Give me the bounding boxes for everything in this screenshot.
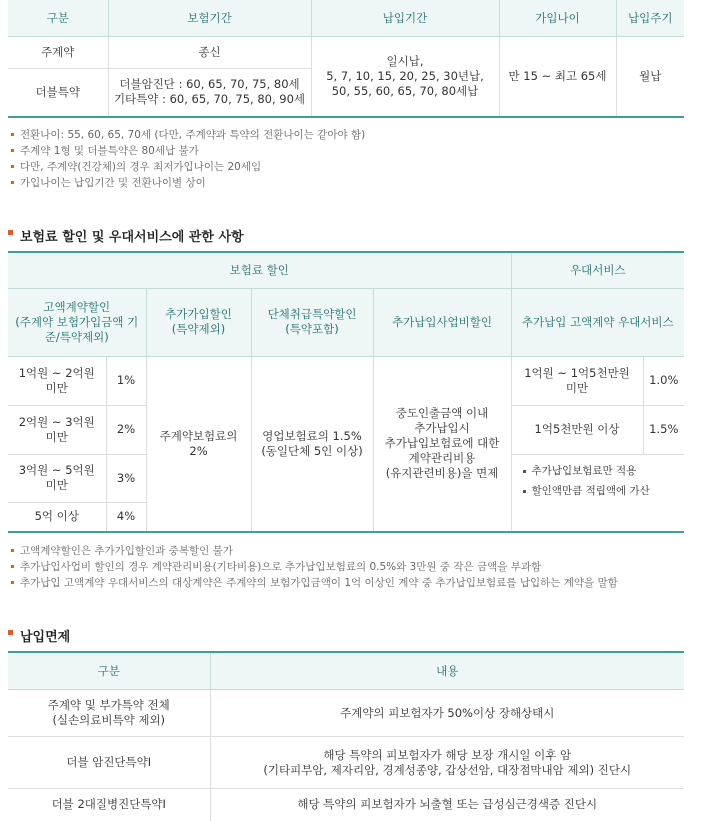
waiver-category: 더블 암진단특약Ⅰ <box>8 737 210 789</box>
service-tier-range: 1억원 ~ 1억5천만원 미만 <box>511 356 643 405</box>
note-item: 주계약 1형 및 더블특약은 80세납 불가 <box>8 143 698 159</box>
rider-period-cell <box>108 69 311 117</box>
header-fee-discount: 추가납입사업비할인 <box>373 288 511 356</box>
rider-label: 더블특약 <box>8 69 108 117</box>
header-category: 구분 <box>8 652 210 690</box>
note-item: 고액계약할인은 추가가입할인과 중복할인 불가 <box>8 543 698 559</box>
group-header-discount: 보험료 할인 <box>8 252 511 288</box>
note-item: 가입나이는 납입기간 및 전환나이별 상이 <box>8 175 698 191</box>
payment-period-cell <box>311 37 499 117</box>
fee-discount-cell: 중도인출금액 이내 추가납입시 추가납입보험료에 대한 계약관리비용 (유지관련비용)을 면제 <box>373 356 511 532</box>
header-category: 구분 <box>8 0 108 37</box>
discount-table <box>8 251 684 533</box>
waiver-category: 주계약 및 부가특약 전체 (실손의료비특약 제외) <box>8 690 210 737</box>
subscription-notes <box>8 127 698 191</box>
tier-rate: 4% <box>106 502 146 532</box>
header-high-amount <box>8 288 146 356</box>
payment-period-line: 50, 55, 60, 65, 70, 80세납 <box>331 83 479 98</box>
service-notes-cell <box>511 454 684 532</box>
service-note: 할인액만큼 적립액에 가산 <box>520 481 685 501</box>
tier-range: 3억원 ~ 5억원 미만 <box>8 454 106 502</box>
header-payment-cycle: 납입주기 <box>616 0 684 37</box>
header-line: (특약포함) <box>285 322 339 336</box>
waiver-content: 해당 특약의 피보험자가 뇌출혈 또는 급성심근경색증 진단시 <box>210 789 684 821</box>
tier-range: 2억원 ~ 3억원 미만 <box>8 405 106 454</box>
main-contract-label: 주계약 <box>8 37 108 69</box>
note-item: 전환나이: 55, 60, 65, 70세 (다만, 주계약과 특약의 전환나이는 같아야 함) <box>8 127 698 143</box>
waiver-content: 해당 특약의 피보험자가 해당 보장 개시일 이후 암 (기타피부암, 제자리암, 경계성종양, 갑상선암, 대장점막내암 제외) 진단시 <box>210 737 684 789</box>
service-tier-range: 1억5천만원 이상 <box>511 405 643 454</box>
payment-period-line: 일시납, <box>386 53 424 68</box>
header-line: (특약제외) <box>171 322 226 336</box>
header-line: (주계약 보험가입금액 기 <box>15 314 139 329</box>
subscription-table <box>8 0 684 118</box>
tier-rate: 3% <box>106 454 146 502</box>
header-additional <box>146 288 251 356</box>
waiver-table <box>8 651 684 821</box>
header-line: 추가가입할인 <box>165 307 232 321</box>
group-header-service: 우대서비스 <box>511 252 684 288</box>
header-insurance-period: 보험기간 <box>108 0 311 37</box>
header-age: 가입나이 <box>499 0 616 37</box>
header-premium-service: 추가납입 고액계약 우대서비스 <box>511 288 684 356</box>
tier-rate: 2% <box>106 405 146 454</box>
rider-period-line: 더블암진단 : 60, 65, 70, 75, 80세 <box>119 77 300 92</box>
header-line: 고액계약할인 <box>43 299 111 314</box>
header-content: 내용 <box>210 652 684 690</box>
note-item: 추가납입사업비 할인의 경우 계약관리비용(기타비용)으로 추가납입보험료의 0.5%와 3만원 중 작은 금액을 부과함 <box>8 559 698 575</box>
payment-period-line: 5, 7, 10, 15, 20, 25, 30년납, <box>326 68 484 83</box>
tier-range: 5억 이상 <box>8 502 106 532</box>
waiver-content: 주계약의 피보험자가 50%이상 장해상태시 <box>210 690 684 737</box>
service-tier-rate: 1.0% <box>643 356 684 405</box>
service-note: 추가납입보험료만 적용 <box>520 461 685 481</box>
note-item: 추가납입 고액계약 우대서비스의 대상계약은 주계약의 보험가입금액이 1억 이상인 계약 중 추가납입보험료를 납입하는 계약을 말함 <box>8 575 698 591</box>
tier-range: 1억원 ~ 2억원 미만 <box>8 356 106 405</box>
cycle-cell: 월납 <box>616 37 684 117</box>
rider-period-line: 기타특약 : 60, 65, 70, 75, 80, 90세 <box>113 92 306 107</box>
note-item: 다만, 주계약(건강체)의 경우 최저가입나이는 20세임 <box>8 159 698 175</box>
service-tier-rate: 1.5% <box>643 405 684 454</box>
additional-discount-cell: 주계약보험료의 2% <box>146 356 251 532</box>
header-group-rider <box>251 288 373 356</box>
tier-rate: 1% <box>106 356 146 405</box>
section-title-waiver: 납입면제 <box>8 626 70 645</box>
group-discount-cell: 영업보험료의 1.5% (동일단체 5인 이상) <box>251 356 373 532</box>
discount-notes <box>8 543 698 591</box>
section-title-discount: 보험료 할인 및 우대서비스에 관한 사항 <box>8 226 244 245</box>
header-line: 단체취급특약할인 <box>267 307 357 321</box>
waiver-category: 더블 2대질병진단특약Ⅰ <box>8 789 210 821</box>
header-payment-period: 납입기간 <box>311 0 499 37</box>
main-contract-period: 종신 <box>108 37 311 69</box>
header-line: 준/특약제외) <box>44 329 109 344</box>
age-cell: 만 15 ~ 최고 65세 <box>499 37 616 117</box>
